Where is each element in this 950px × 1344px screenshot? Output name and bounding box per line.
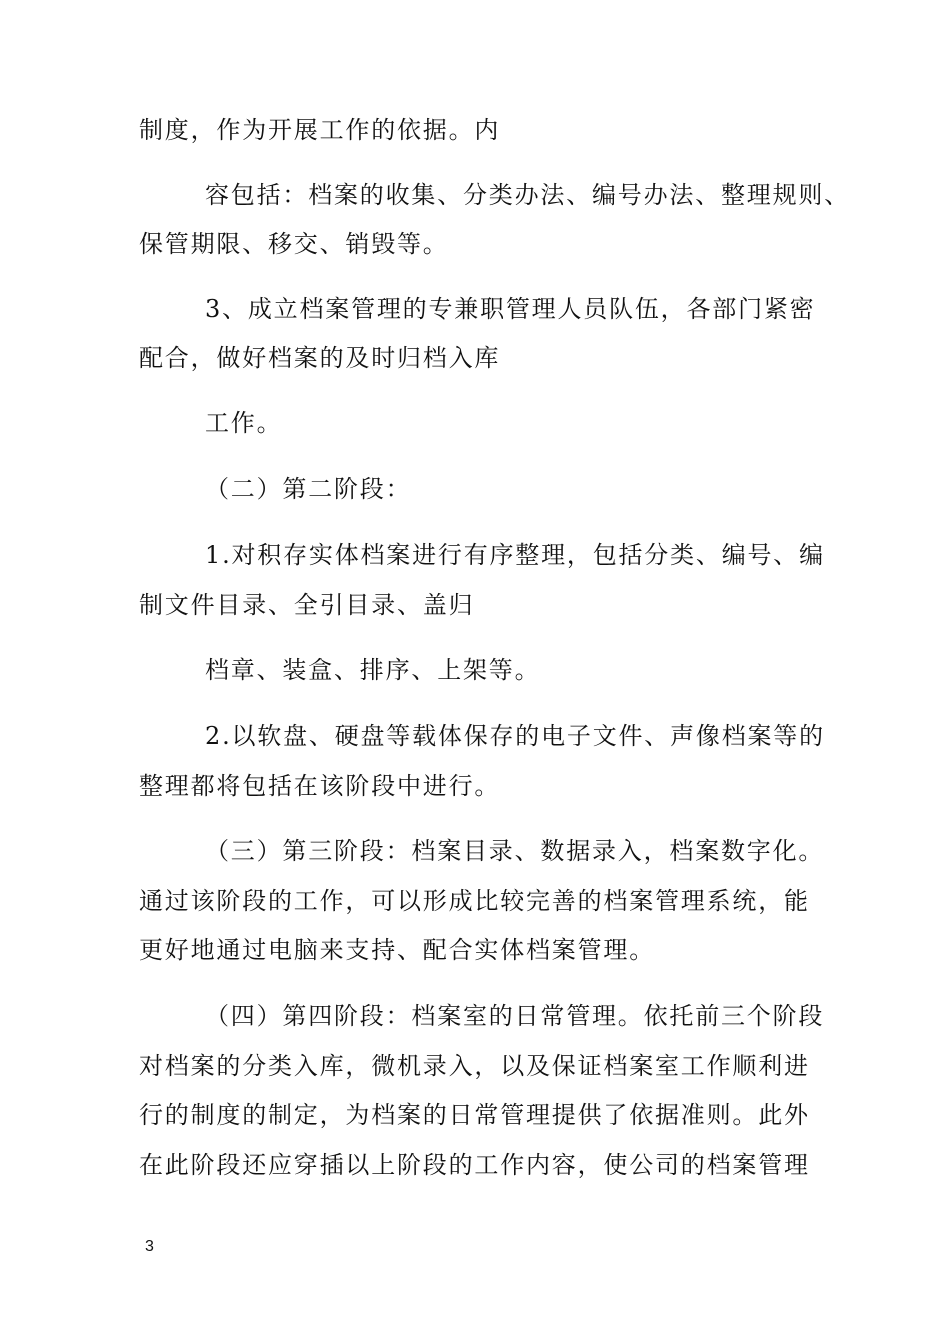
text-line-9: 制文件目录、全引目录、盖归 [139, 591, 475, 619]
text-line-5: 配合，做好档案的及时归档入库 [139, 344, 501, 372]
page-number: 3 [145, 1238, 154, 1255]
text-line-16: （四）第四阶段：档案室的日常管理。依托前三个阶段 [205, 1002, 825, 1030]
text-line-13: （三）第三阶段：档案目录、数据录入，档案数字化。 [205, 837, 825, 865]
text-line-11: 2.以软盘、硬盘等载体保存的电子文件、声像档案等的 [205, 722, 825, 750]
text-line-10: 档章、装盒、排序、上架等。 [205, 656, 541, 684]
text-line-4: 3、成立档案管理的专兼职管理人员队伍，各部门紧密 [205, 295, 816, 323]
text-line-19: 在此阶段还应穿插以上阶段的工作内容，使公司的档案管理 [139, 1151, 810, 1179]
text-line-12: 整理都将包括在该阶段中进行。 [139, 772, 501, 800]
text-line-7: （二）第二阶段： [205, 475, 412, 503]
text-line-3: 保管期限、移交、销毁等。 [139, 230, 449, 258]
text-line-18: 行的制度的制定，为档案的日常管理提供了依据准则。此外 [139, 1101, 810, 1129]
text-line-2: 容包括：档案的收集、分类办法、编号办法、整理规则、 [205, 181, 850, 209]
text-line-14: 通过该阶段的工作，可以形成比较完善的档案管理系统，能 [139, 887, 810, 915]
text-line-6: 工作。 [205, 409, 283, 437]
text-line-1: 制度，作为开展工作的依据。内 [139, 116, 501, 144]
text-line-17: 对档案的分类入库，微机录入，以及保证档案室工作顺利进 [139, 1052, 810, 1080]
text-line-15: 更好地通过电脑来支持、配合实体档案管理。 [139, 936, 655, 964]
text-line-8: 1.对积存实体档案进行有序整理，包括分类、编号、编 [205, 541, 825, 569]
